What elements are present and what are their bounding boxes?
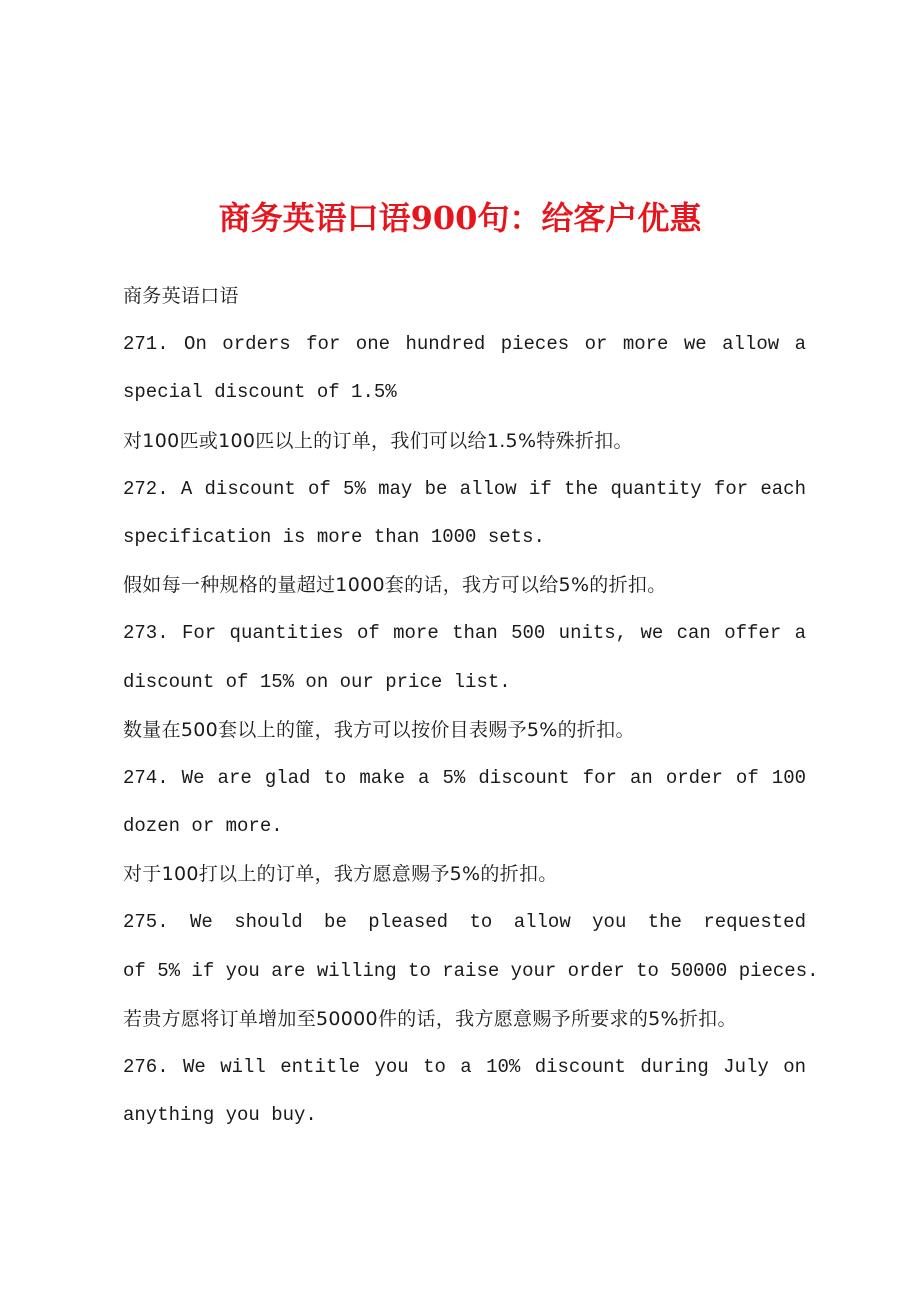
entry-273-zh: 数量在500套以上的篚，我方可以按价目表赐予5%的折扣。	[123, 718, 635, 741]
entry-275-en-line2: of 5% if you are willing to raise your order to 50000 pieces.	[123, 959, 819, 982]
document-body	[123, 272, 819, 1139]
entry-276-en-line1: 276. We will entitle you to a 10% discount during July on	[123, 1056, 806, 1078]
entry-271-en-line2: special discount of 1.5%	[123, 381, 397, 404]
entry-272-en-line1: 272. A discount of 5% may be allow if the quantity for each	[123, 477, 806, 500]
document-subtitle: 商务英语口语	[123, 285, 239, 307]
entry-271-zh: 对100匹或100匹以上的订单，我们可以给1.5%特殊折扣。	[123, 429, 633, 452]
entry-275-zh: 若贵方愿将订单增加至50000件的话，我方愿意赐予所要求的5%折扣。	[123, 1007, 737, 1030]
entry-271-en-line1: 271. On orders for one hundred pieces or more we allow a	[123, 333, 806, 356]
entry-273-en-line1: 273. For quantities of more than 500 units, we can offer a	[123, 622, 806, 645]
entry-274-en-line2: dozen or more.	[123, 815, 283, 838]
entry-272-en-line2: specification is more than 1000 sets.	[123, 525, 545, 548]
entry-275-en-line1: 275. We should be pleased to allow you the requested	[123, 911, 806, 934]
entry-274-zh: 对于100打以上的订单，我方愿意赐予5%的折扣。	[123, 863, 558, 886]
entry-273-en-line2: discount of 15% on our price list.	[123, 670, 511, 693]
document-title: 商务英语口语900句：给客户优惠	[218, 199, 702, 237]
entry-276-en-line2: anything you buy.	[123, 1104, 317, 1127]
entry-272-zh: 假如每一种规格的量超过1000套的话，我方可以给5%的折扣。	[123, 574, 667, 597]
entry-274-en-line1: 274. We are glad to make a 5% discount for an order of 100	[123, 766, 806, 789]
